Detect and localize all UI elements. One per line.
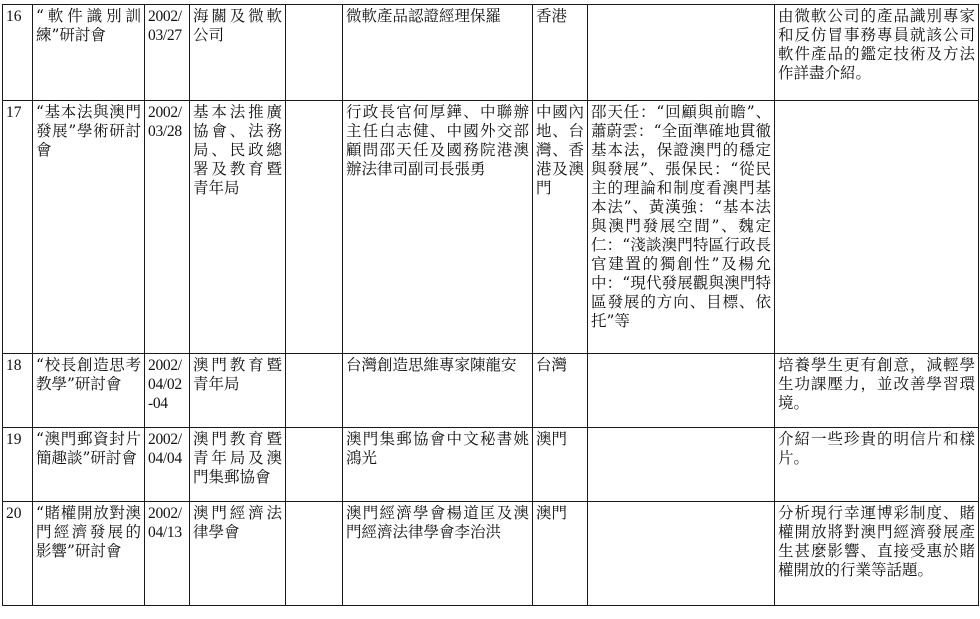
guest-region-cell: 澳門: [533, 502, 588, 606]
guest-region-cell: 中國內地、台灣、香港及澳門: [533, 101, 588, 354]
event-content-cell: 培養學生更有創意，減輕學生功課壓力，並改善學習環境。: [775, 354, 979, 428]
event-name-cell: “賭權開放對澳門經濟發展的影響”研討會: [33, 502, 145, 606]
event-date-cell: 2002/04/04: [145, 428, 190, 502]
speakers-topics-cell: [588, 428, 775, 502]
table-row: [3, 354, 979, 428]
event-content-cell: 分析現行幸運博彩制度、賭權開放將對澳門經濟發展產生甚麼影響、直接受惠於賭權開放的行業等話題。: [775, 502, 979, 606]
event-content-cell: 由微軟公司的產品識別專家和反仿冒事務專員就該公司軟件產品的鑑定技術及方法作詳盡介紹。: [775, 5, 979, 101]
guest-region-cell: 台灣: [533, 354, 588, 428]
event-date-cell: 2002/04/13: [145, 502, 190, 606]
row-number-cell: 20: [3, 502, 33, 606]
event-date-cell: 2002/03/27: [145, 5, 190, 101]
guest-region-cell: 澳門: [533, 428, 588, 502]
table-row: [3, 502, 979, 606]
row-number-cell: 17: [3, 101, 33, 354]
event-date-cell: 2002/04/02-04: [145, 354, 190, 428]
guests-cell: 行政長官何厚鏵、中聯辦主任白志健、中國外交部顧問邵天任及國務院港澳辦法律司副司長張勇: [343, 101, 533, 354]
event-name-cell: “澳門郵資封片簡趣談”研討會: [33, 428, 145, 502]
guest-region-cell: 香港: [533, 5, 588, 101]
row-number-cell: 19: [3, 428, 33, 502]
row-number-cell: 16: [3, 5, 33, 101]
organizer-cell: 澳門經濟法律學會: [190, 502, 286, 606]
seminar-table: [2, 4, 979, 606]
event-content-cell: 介紹一些珍貴的明信片和樣片。: [775, 428, 979, 502]
organizer-cell: 海關及微軟公司: [190, 5, 286, 101]
event-date-cell: 2002/03/28: [145, 101, 190, 354]
guests-cell: 澳門集郵協會中文秘書姚鴻光: [343, 428, 533, 502]
organizer-cell: 基本法推廣協會、法務局、民政總署及教育暨青年局: [190, 101, 286, 354]
empty-cell-cell: [286, 502, 343, 606]
speakers-topics-cell: 邵天任：“回顧與前瞻”、蕭蔚雲：“全面準確地貫徹基本法，保證澳門的穩定與發展”、張保民：“從民主的理論和制度看澳門基本法”、黃漢強：“基本法與澳門發展空間”、魏定仁：“淺談澳門特區行政長官建置的獨創性”及楊允中：“現代發展觀與澳門特區發展的方向、目標、依托”等: [588, 101, 775, 354]
event-name-cell: “基本法與澳門發展”學術研討會: [33, 101, 145, 354]
row-number-cell: 18: [3, 354, 33, 428]
event-name-cell: “軟件識別訓練”研討會: [33, 5, 145, 101]
event-name-cell: “校長創造思考教學”研討會: [33, 354, 145, 428]
empty-cell-cell: [286, 101, 343, 354]
guests-cell: 微軟產品認證經理保羅: [343, 5, 533, 101]
speakers-topics-cell: [588, 502, 775, 606]
table-body: [3, 5, 979, 606]
table-row: [3, 101, 979, 354]
speakers-topics-cell: [588, 354, 775, 428]
organizer-cell: 澳門教育暨青年局: [190, 354, 286, 428]
table-row: [3, 5, 979, 101]
event-content-cell: [775, 101, 979, 354]
guests-cell: 澳門經濟學會楊道匡及澳門經濟法律學會李治洪: [343, 502, 533, 606]
guests-cell: 台灣創造思維專家陳龍安: [343, 354, 533, 428]
table-row: [3, 428, 979, 502]
organizer-cell: 澳門教育暨青年局及澳門集郵協會: [190, 428, 286, 502]
empty-cell-cell: [286, 428, 343, 502]
speakers-topics-cell: [588, 5, 775, 101]
empty-cell-cell: [286, 5, 343, 101]
empty-cell-cell: [286, 354, 343, 428]
